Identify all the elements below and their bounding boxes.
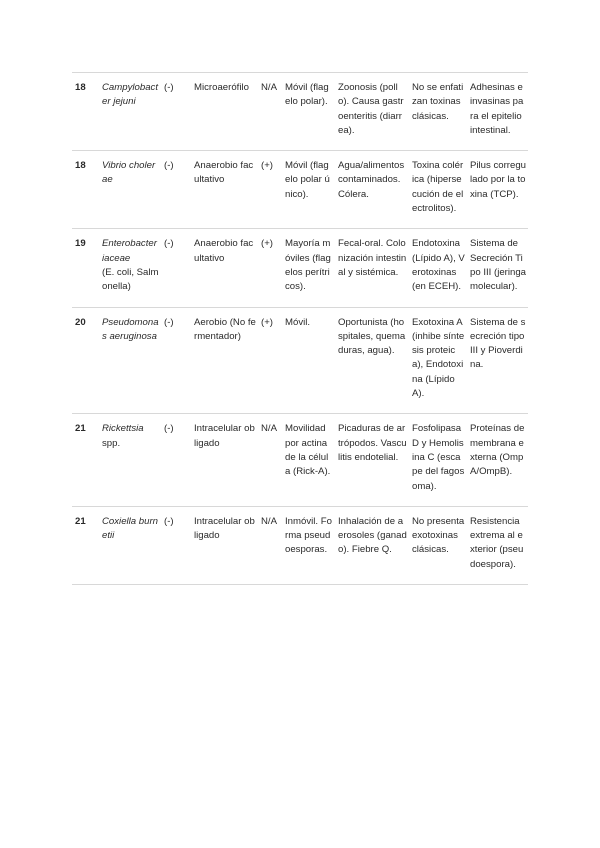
oxygen-requirement-cell	[191, 506, 258, 584]
row-number: 21	[75, 423, 86, 435]
toxins: Exotoxina A (inhibe síntesis proteica), Endotoxina (Lípido A).	[412, 316, 465, 400]
lactose-fermentation-cell	[258, 307, 282, 414]
table-row	[72, 307, 528, 414]
lactose-fermentation: N/A	[261, 423, 277, 435]
virulence-factors-cell	[467, 229, 528, 307]
transmission-disease-cell	[335, 307, 409, 414]
oxygen-requirement-cell	[191, 414, 258, 506]
row-number-cell	[72, 151, 99, 229]
organism-name-cell	[99, 307, 161, 414]
virulence-factors: Resistencia extrema al exterior (pseudoespora).	[470, 515, 524, 570]
oxygen-requirement: Anaerobio facultativo	[194, 160, 254, 186]
organism-extra: (E. coli, Salmonella)	[102, 266, 159, 293]
table-row	[72, 151, 528, 229]
gram-stain-cell	[161, 307, 191, 414]
gram-stain-cell	[161, 151, 191, 229]
organism-name-cell	[99, 229, 161, 307]
motility: Mayoría móviles (flagelos perítricos).	[285, 238, 331, 293]
motility: Móvil (flagelo polar).	[285, 82, 329, 108]
transmission-disease-cell	[335, 73, 409, 151]
row-number: 18	[75, 160, 86, 172]
motility-cell	[282, 229, 335, 307]
lactose-fermentation-cell	[258, 151, 282, 229]
transmission-disease: Agua/alimentos contaminados. Cólera.	[338, 160, 405, 200]
oxygen-requirement: Aerobio (No fermentador)	[194, 316, 256, 342]
gram-stain-cell	[161, 229, 191, 307]
organism-extra: spp.	[102, 437, 121, 449]
transmission-disease-cell	[335, 229, 409, 307]
motility: Móvil (flagelo polar único).	[285, 160, 330, 200]
transmission-disease: Fecal-oral. Colonización intestinal y sistémica.	[338, 238, 407, 278]
gram-stain: (-)	[164, 82, 174, 93]
virulence-factors: Adhesinas e invasinas para el epitelio intestinal.	[470, 82, 524, 136]
organism-name: Rickettsia	[102, 423, 144, 435]
lactose-fermentation: (+)	[261, 238, 273, 250]
row-number: 21	[75, 515, 86, 527]
bacteria-table	[72, 72, 528, 585]
oxygen-requirement-cell	[191, 229, 258, 307]
gram-stain: (-)	[164, 423, 174, 435]
virulence-factors-cell	[467, 414, 528, 506]
gram-stain: (-)	[164, 515, 174, 527]
organism-name: Campylobacter jejuni	[102, 82, 158, 108]
lactose-fermentation: N/A	[261, 515, 277, 527]
organism-name-cell	[99, 506, 161, 584]
transmission-disease-cell	[335, 506, 409, 584]
toxins: Endotoxina (Lípido A), Verotoxinas (en ECEH).	[412, 238, 465, 293]
organism-name: Pseudomonas aeruginosa	[102, 316, 159, 342]
oxygen-requirement-cell	[191, 151, 258, 229]
row-number: 19	[75, 238, 86, 250]
toxins-cell	[409, 229, 467, 307]
lactose-fermentation-cell	[258, 506, 282, 584]
motility-cell	[282, 307, 335, 414]
organism-name: Coxiella burnetii	[102, 515, 158, 542]
oxygen-requirement: Anaerobio facultativo	[194, 238, 254, 264]
toxins: Fosfolipasa D y Hemolisina C (escape del fagosoma).	[412, 423, 465, 492]
table-body	[72, 73, 528, 585]
motility: Inmóvil. Forma pseudoesporas.	[285, 515, 332, 556]
lactose-fermentation-cell	[258, 229, 282, 307]
row-number-cell	[72, 307, 99, 414]
toxins-cell	[409, 506, 467, 584]
transmission-disease-cell	[335, 414, 409, 506]
motility: Móvil.	[285, 316, 311, 328]
toxins-cell	[409, 414, 467, 506]
oxygen-requirement: Intracelular obligado	[194, 515, 255, 542]
lactose-fermentation-cell	[258, 414, 282, 506]
motility-cell	[282, 506, 335, 584]
organism-name: Vibrio cholerae	[102, 160, 156, 186]
organism-name-cell	[99, 414, 161, 506]
motility-cell	[282, 151, 335, 229]
table-row	[72, 414, 528, 506]
virulence-factors-cell	[467, 73, 528, 151]
table-row	[72, 73, 528, 151]
row-number: 20	[75, 316, 86, 328]
virulence-factors-cell	[467, 151, 528, 229]
transmission-disease-cell	[335, 151, 409, 229]
gram-stain: (-)	[164, 316, 174, 328]
lactose-fermentation: N/A	[261, 82, 277, 93]
motility: Movilidad por actina de la célula (Rick-A).	[285, 423, 331, 478]
motility-cell	[282, 414, 335, 506]
motility-cell	[282, 73, 335, 151]
transmission-disease: Oportunista (hospitales, quemaduras, agua).	[338, 316, 406, 357]
transmission-disease: Inhalación de aerosoles (ganado). Fiebre Q.	[338, 515, 407, 556]
oxygen-requirement-cell	[191, 307, 258, 414]
oxygen-requirement-cell	[191, 73, 258, 151]
virulence-factors: Proteínas de membrana externa (OmpA/OmpB).	[470, 423, 525, 478]
toxins: No presenta exotoxinas clásicas.	[412, 515, 465, 556]
toxins-cell	[409, 73, 467, 151]
lactose-fermentation-cell	[258, 73, 282, 151]
virulence-factors: Pilus corregulado por la toxina (TCP).	[470, 160, 526, 200]
toxins-cell	[409, 307, 467, 414]
gram-stain-cell	[161, 506, 191, 584]
toxins-cell	[409, 151, 467, 229]
table-row	[72, 229, 528, 307]
row-number-cell	[72, 229, 99, 307]
row-number-cell	[72, 506, 99, 584]
organism-name-cell	[99, 151, 161, 229]
row-number-cell	[72, 73, 99, 151]
toxins: Toxina colérica (hipersecución de electrolitos).	[412, 160, 464, 215]
oxygen-requirement: Intracelular obligado	[194, 423, 255, 449]
transmission-disease: Zoonosis (pollo). Causa gastroenteritis (diarrea).	[338, 82, 404, 136]
table-row	[72, 506, 528, 584]
lactose-fermentation: (+)	[261, 160, 273, 172]
toxins: No se enfatizan toxinas clásicas.	[412, 82, 464, 122]
gram-stain: (-)	[164, 238, 174, 250]
organism-name-cell	[99, 73, 161, 151]
row-number: 18	[75, 82, 86, 93]
gram-stain-cell	[161, 414, 191, 506]
transmission-disease: Picaduras de artrópodos. Vasculitis endotelial.	[338, 423, 407, 463]
lactose-fermentation: (+)	[261, 316, 273, 328]
oxygen-requirement: Microaerófilo	[194, 82, 249, 93]
virulence-factors: Sistema de Secreción Tipo III (jeringa molecular).	[470, 238, 526, 293]
virulence-factors: Sistema de secreción tipo III y Pioverdina.	[470, 316, 526, 371]
gram-stain: (-)	[164, 160, 174, 172]
virulence-factors-cell	[467, 307, 528, 414]
organism-name: Enterobacteriaceae	[102, 238, 157, 264]
row-number-cell	[72, 414, 99, 506]
gram-stain-cell	[161, 73, 191, 151]
virulence-factors-cell	[467, 506, 528, 584]
